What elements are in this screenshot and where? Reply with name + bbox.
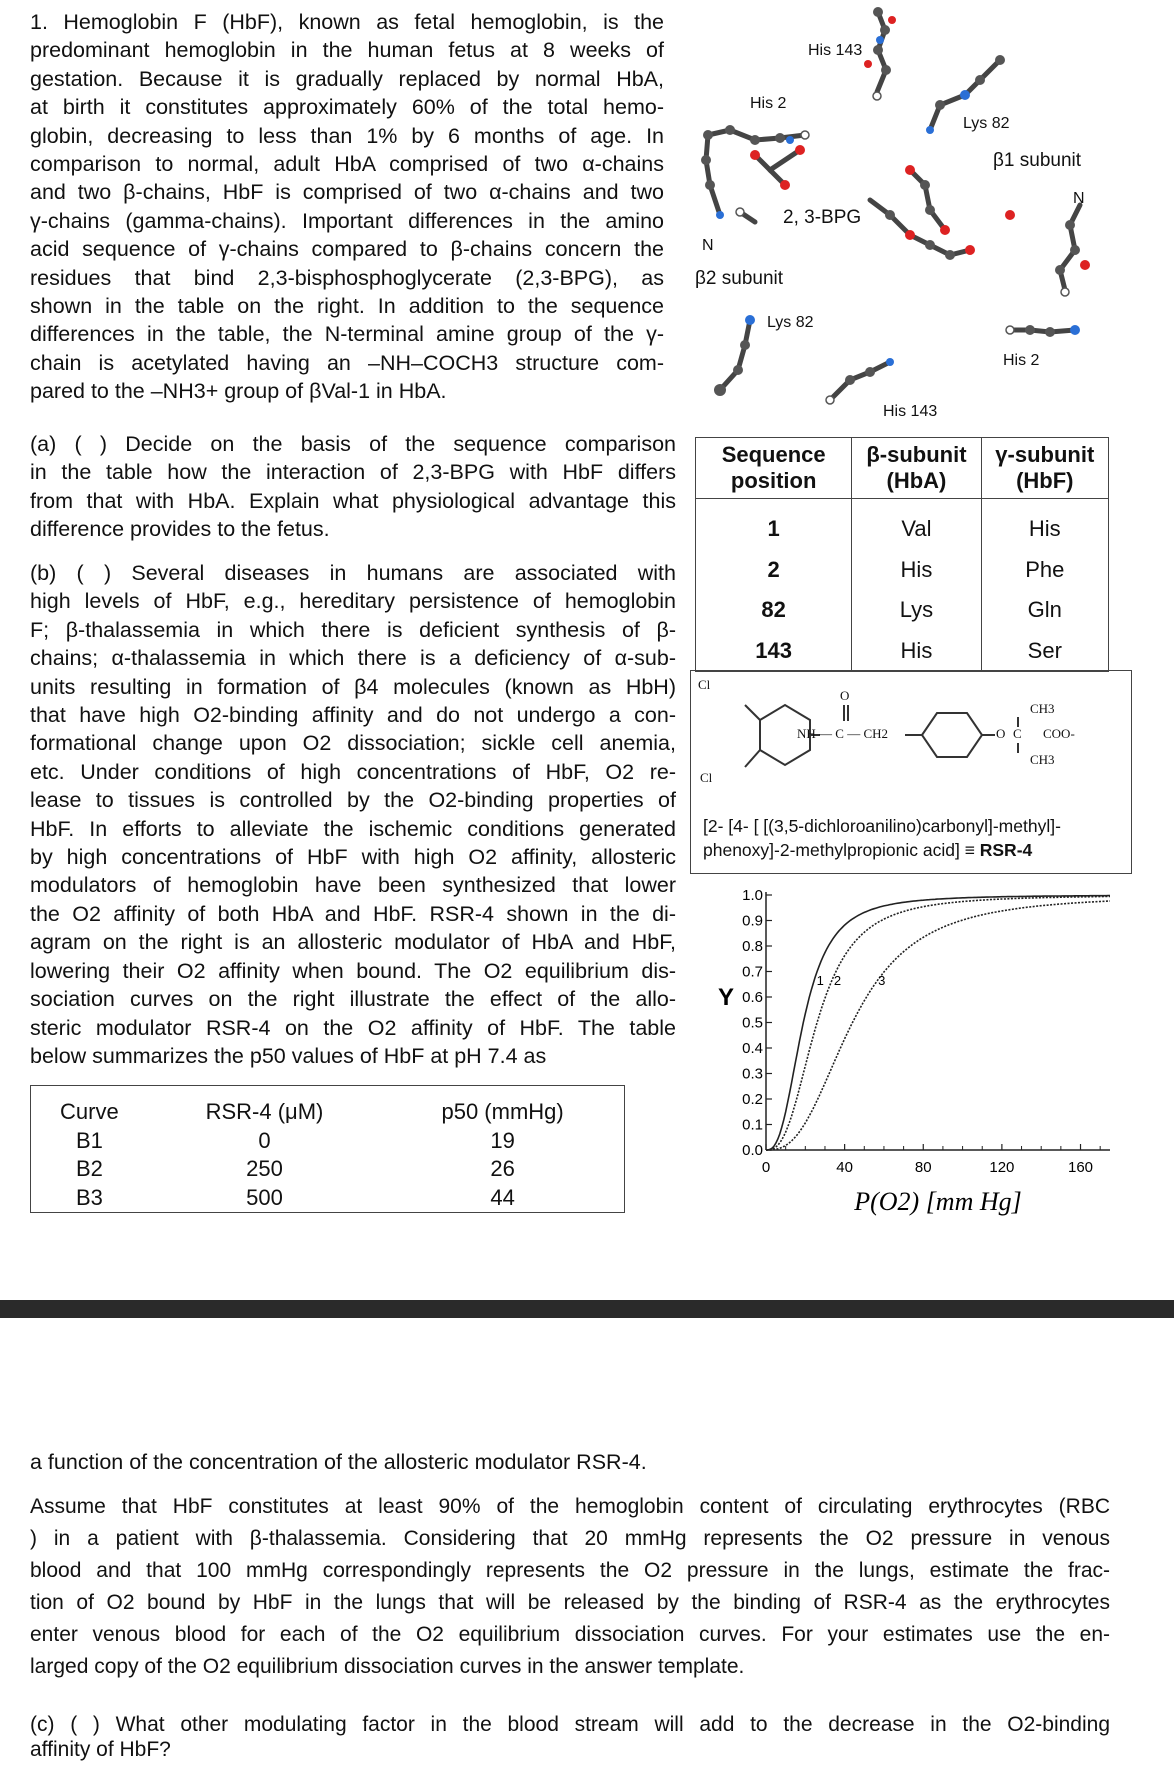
intro-line: globin, decreasing to less than 1% by 6 months of age. In xyxy=(30,123,664,148)
intro-line: comparison to normal, adult HbA comprised of two α-chains xyxy=(30,152,664,177)
y-tick-label: 0.6 xyxy=(742,989,763,1006)
assume-paragraph xyxy=(30,1491,1110,1683)
cell: 0 xyxy=(258,1127,271,1153)
intro-line: 1. Hemoglobin F (HbF), known as fetal hemoglobin, is the xyxy=(30,10,664,34)
chem-c-center: C xyxy=(1013,726,1022,741)
cell: Ser xyxy=(981,631,1108,672)
p50-header-curve: Curve xyxy=(60,1099,119,1125)
part-b-line: modulators of hemoglobin have been synthesized that lower xyxy=(30,873,676,898)
y-tick-label: 0.3 xyxy=(742,1065,763,1083)
y-tick-label: 0.1 xyxy=(742,1116,763,1134)
part-a-paragraph xyxy=(30,430,676,544)
part-c-line: affinity of HbF? xyxy=(30,1738,171,1761)
curve-label-2: 2 xyxy=(833,973,842,989)
label-beta1-subunit: β1 subunit xyxy=(993,150,1082,171)
part-b-paragraph xyxy=(30,559,676,1070)
part-b-line: units resulting in formation of β4 molecules (known as HbH) xyxy=(30,674,676,699)
y-tick-label: 0.2 xyxy=(742,1091,763,1108)
continuation-text: a function of the concentration of the allosteric modulator RSR-4. xyxy=(30,1450,647,1474)
curve-label-1: 1 xyxy=(816,973,824,989)
intro-line: at birth it constitutes approximately 60% of the total hemo- xyxy=(30,95,664,120)
intro-line: chain is acetylated having an –NH–COCH3 structure com- xyxy=(30,350,664,375)
cell: 500 xyxy=(246,1184,283,1210)
rsr4-name xyxy=(703,814,1123,862)
y-tick-label: 0.7 xyxy=(742,963,763,981)
seq-header-gamma: γ-subunit (HbF) xyxy=(981,438,1108,499)
part-b-line: formational change upon O2 dissociation; sickle cell anemia, xyxy=(30,731,676,756)
cell: Phe xyxy=(981,550,1108,591)
intro-line: differences in the table, the N-terminal amine group of the γ- xyxy=(30,322,664,347)
label-his143-bottom: His 143 xyxy=(883,403,938,420)
table-row xyxy=(696,590,1109,631)
label-bpg: 2, 3-BPG xyxy=(783,207,862,228)
p50-header-rsr4: RSR-4 (μM) xyxy=(205,1099,324,1125)
chem-ch3-bottom: CH3 xyxy=(1030,752,1055,767)
part-b-line: by high concentrations of HbF with high O2 affinity, allosteric xyxy=(30,845,676,870)
part-b-line: high levels of HbF, e.g., hereditary persistence of hemoglobin xyxy=(30,589,676,614)
part-b-line: sociation curves on the right illustrate the effect of the allo- xyxy=(30,987,676,1012)
sequence-comparison-table xyxy=(695,437,1109,672)
intro-line: residues that bind 2,3-bisphosphoglycerate (2,3-BPG), as xyxy=(30,265,664,290)
y-tick-label: 0.0 xyxy=(742,1142,763,1159)
chem-o-carbonyl: O xyxy=(840,688,850,703)
table-row xyxy=(31,1127,625,1156)
chem-linker: NH — C — CH2 xyxy=(797,726,889,741)
label-lys82-right: Lys 82 xyxy=(963,115,1010,132)
part-b-line: HbF. In efforts to alleviate the ischemic conditions generated xyxy=(30,816,676,841)
part-a-line: from that with HbA. Explain what physiological advantage this xyxy=(30,488,676,513)
intro-paragraph xyxy=(30,8,664,406)
y-tick-label: 0.5 xyxy=(742,1014,763,1032)
intro-line: shown in the table on the right. In addition to the sequence xyxy=(30,294,664,319)
intro-line: and two β-chains, HbF is comprised of two α-chains and two xyxy=(30,180,664,205)
cell: His xyxy=(852,550,981,591)
label-his2-right: His 2 xyxy=(1003,352,1040,369)
cell: B1 xyxy=(75,1127,103,1153)
table-row xyxy=(696,631,1109,672)
y-axis-label: Y xyxy=(718,984,735,1011)
part-a-line: difference provides to the fetus. xyxy=(30,517,330,542)
cell: 44 xyxy=(490,1184,515,1210)
label-n-right: N xyxy=(1073,190,1085,207)
cell: Lys xyxy=(852,590,981,631)
o2-dissociation-chart xyxy=(690,880,1130,1230)
cell: 26 xyxy=(490,1156,515,1182)
x-tick-label: 80 xyxy=(914,1159,932,1176)
cell: 143 xyxy=(755,637,793,663)
seq-header-position: Sequence position xyxy=(696,438,852,499)
part-b-line: steric modulator RSR-4 on the O2 affinity of HbF. The table xyxy=(30,1015,676,1040)
part-b-line: chains; α-thalassemia in which there is a deficiency of α-sub- xyxy=(30,646,676,671)
assume-line: enter venous blood for each of the O2 equilibrium dissociation curves. For your estimates use the en- xyxy=(30,1623,1110,1646)
chem-cl-top: Cl xyxy=(698,677,711,692)
chem-o-ether: O xyxy=(996,726,1006,741)
cell: 250 xyxy=(246,1156,283,1182)
curve-3 xyxy=(766,901,1110,1150)
label-lys82-left: Lys 82 xyxy=(767,314,814,331)
part-b-line: lowering their O2 affinity when bound. The O2 equilibrium dis- xyxy=(30,958,676,983)
intro-line: acid sequence of γ-chains compared to β-chains concern the xyxy=(30,237,664,262)
p50-table xyxy=(30,1085,625,1213)
rsr4-name-bold: RSR-4 xyxy=(979,840,1033,860)
y-tick-label: 1.0 xyxy=(742,887,763,904)
intro-line: predominant hemoglobin in the human fetus at 8 weeks of xyxy=(30,38,664,63)
table-row xyxy=(31,1155,625,1184)
part-c-paragraph xyxy=(30,1712,1110,1762)
assume-line: Assume that HbF constitutes at least 90% of the hemoglobin content of circulating erythrocytes (RBC xyxy=(30,1495,1110,1518)
label-his2-left: His 2 xyxy=(750,95,787,112)
chem-cl-bottom: Cl xyxy=(700,770,713,785)
x-tick-label: 120 xyxy=(989,1159,1015,1176)
rsr4-structure-drawing xyxy=(700,675,1120,810)
cell: B2 xyxy=(75,1156,103,1182)
seq-header-beta: β-subunit (HbA) xyxy=(852,438,981,499)
cell: His xyxy=(981,499,1108,550)
cell: B3 xyxy=(75,1184,103,1210)
y-tick-label: 0.9 xyxy=(742,912,763,930)
curve-1 xyxy=(766,896,1110,1150)
part-b-line: etc. Under conditions of high concentrations of HbF, O2 re- xyxy=(30,759,676,784)
part-b-line: (b) ( ) Several diseases in humans are associated with xyxy=(30,561,676,585)
page-break-bar xyxy=(0,1300,1174,1318)
part-b-line: that have high O2-binding affinity and do not undergo a con- xyxy=(30,703,676,728)
chem-coo: COO- xyxy=(1043,726,1075,741)
curve-label-3: 3 xyxy=(878,973,886,989)
table-row xyxy=(31,1184,625,1213)
cell: Val xyxy=(852,499,981,550)
cell: 1 xyxy=(767,516,780,542)
cell: 19 xyxy=(490,1127,515,1153)
part-c-line: (c) ( ) What other modulating factor in the blood stream will add to the decrease in the O2-binding xyxy=(30,1713,1110,1736)
chem-ch3-top: CH3 xyxy=(1030,701,1055,716)
label-his143-top: His 143 xyxy=(808,42,863,59)
bpg-binding-structure-diagram xyxy=(680,0,1174,430)
assume-line: larged copy of the O2 equilibrium dissociation curves in the answer template. xyxy=(30,1655,745,1678)
intro-line: γ-chains (gamma-chains). Important differences in the amino xyxy=(30,208,664,233)
part-b-line: lease to tissues is controlled by the O2-binding properties of xyxy=(30,788,676,813)
assume-line: ) in a patient with β-thalassemia. Considering that 20 mmHg represents the O2 pressure in venous xyxy=(30,1527,1110,1550)
part-a-line: (a) ( ) Decide on the basis of the sequence comparison xyxy=(30,432,676,456)
rsr4-name-line1: [2- [4- [ [(3,5-dichloroanilino)carbonyl]-methyl]- xyxy=(703,816,1061,836)
curve-2 xyxy=(766,897,1110,1151)
x-tick-label: 40 xyxy=(836,1159,853,1176)
table-row xyxy=(31,1086,625,1127)
cell: Gln xyxy=(981,590,1108,631)
part-b-line: F; β-thalassemia in which there is deficient synthesis of β- xyxy=(30,617,676,642)
x-tick-label: 0 xyxy=(761,1159,771,1176)
label-n-left: N xyxy=(702,237,714,254)
y-tick-label: 0.4 xyxy=(742,1040,763,1057)
part-b-line: the O2 affinity of both HbA and HbF. RSR-4 shown in the di- xyxy=(30,901,676,926)
y-tick-label: 0.8 xyxy=(742,938,763,955)
cell: His xyxy=(852,631,981,672)
p50-header-p50: p50 (mmHg) xyxy=(441,1099,564,1125)
part-b-line: agram on the right is an allosteric modulator of HbA and HbF, xyxy=(30,930,676,955)
assume-line: blood and that 100 mmHg correspondingly represents the O2 pressure in the lungs, estimate the frac- xyxy=(30,1559,1110,1582)
label-beta2-subunit: β2 subunit xyxy=(695,268,784,289)
cell: 82 xyxy=(761,597,786,623)
table-row xyxy=(696,550,1109,591)
rsr4-name-line2: phenoxy]-2-methylpropionic acid] ≡ xyxy=(703,840,980,860)
intro-line: pared to the –NH3+ group of βVal-1 in HbA. xyxy=(30,379,447,404)
cell: 2 xyxy=(767,556,780,582)
intro-line: gestation. Because it is gradually replaced by normal HbA, xyxy=(30,66,664,91)
table-row xyxy=(696,499,1109,550)
assume-line: tion of O2 bound by HbF in the lungs that will be released by the binding of RSR-4 as the erythrocytes xyxy=(30,1591,1110,1614)
part-b-line: below summarizes the p50 values of HbF at pH 7.4 as xyxy=(30,1043,547,1068)
x-axis-label: P(O2) [mm Hg] xyxy=(854,1187,1022,1216)
part-a-line: in the table how the interaction of 2,3-BPG with HbF differs xyxy=(30,460,676,485)
x-tick-label: 160 xyxy=(1067,1159,1094,1176)
